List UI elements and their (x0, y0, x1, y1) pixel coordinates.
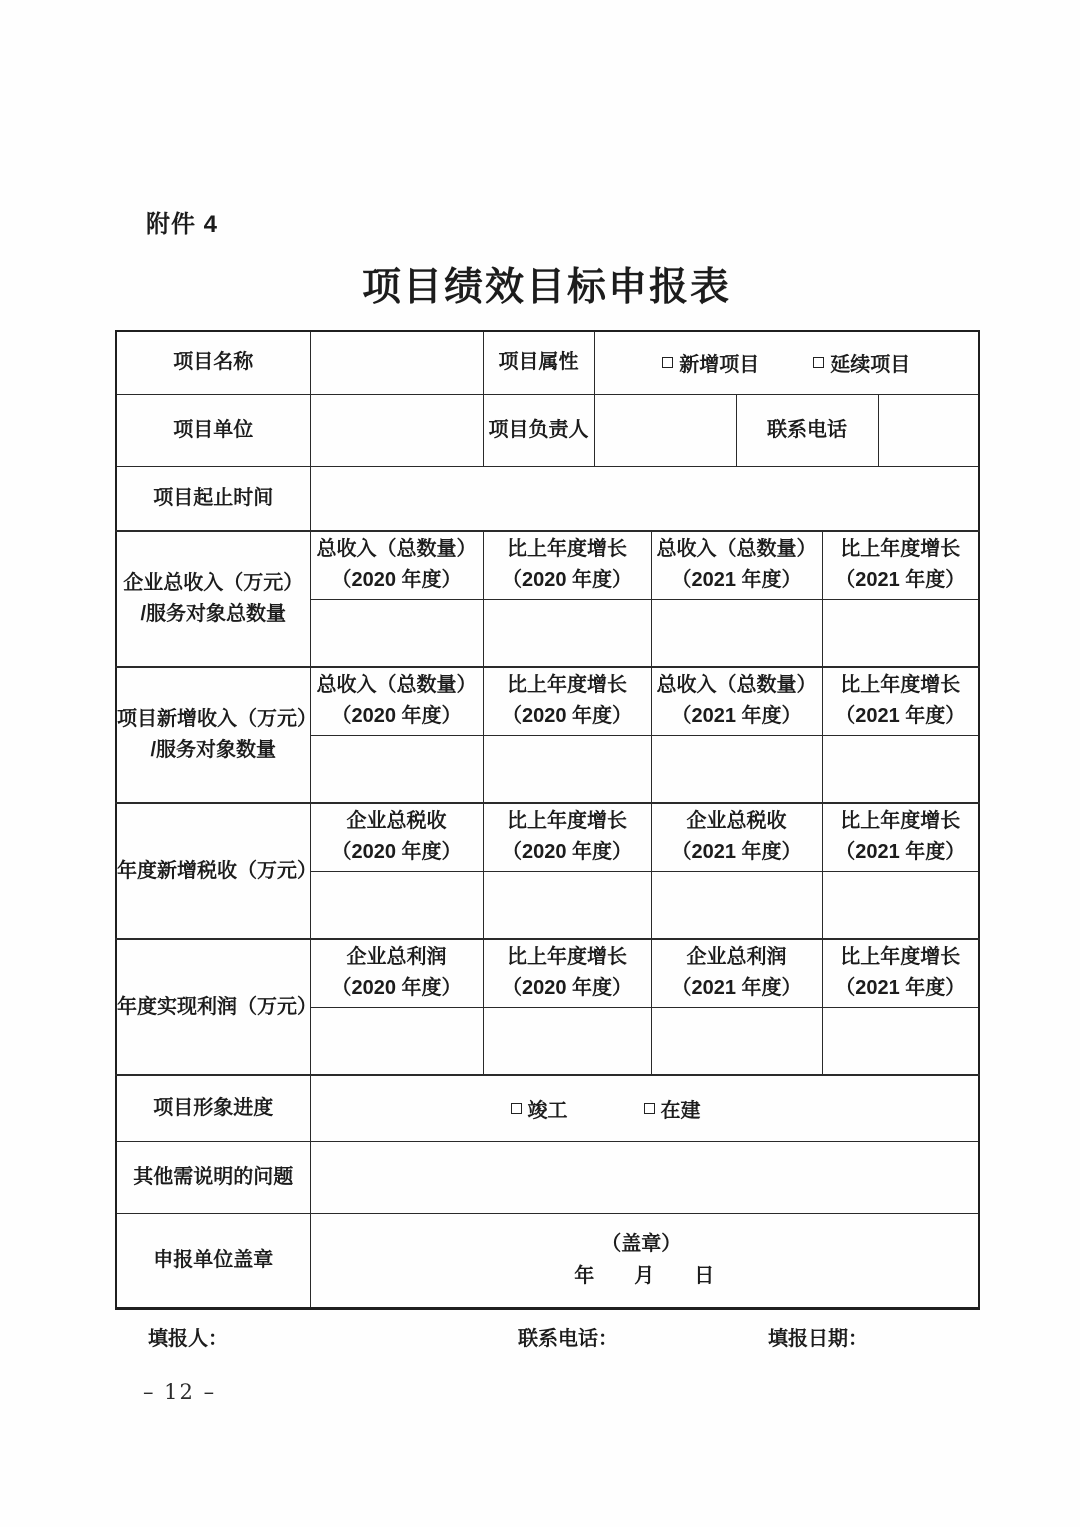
section-value-input[interactable] (483, 871, 651, 939)
project-unit-label: 项目单位 (116, 394, 310, 466)
section-col-header: 比上年度增长 （2021 年度） (822, 939, 979, 1007)
section-col-header: 总收入（总数量） （2021 年度） (651, 667, 822, 735)
section-col-header: 比上年度增长 （2020 年度） (483, 667, 651, 735)
report-date-label: 填报日期： (768, 1328, 868, 1350)
section-header-row (116, 667, 979, 735)
checkbox-icon[interactable] (662, 357, 673, 368)
checkbox-icon[interactable] (813, 357, 824, 368)
filler-label: 填报人： (148, 1328, 228, 1350)
section-col-header: 比上年度增长 （2020 年度） (483, 531, 651, 599)
section-header-row (116, 939, 979, 1007)
checkbox-option-label: 竣工 (527, 1099, 568, 1122)
attachment-label: 附件 4 (146, 211, 219, 238)
section-value-input[interactable] (822, 871, 979, 939)
checkbox-option-completed[interactable] (511, 1094, 568, 1123)
section-col-header: 总收入（总数量） （2020 年度） (310, 531, 483, 599)
section-value-input[interactable] (310, 871, 483, 939)
contact-phone-label: 联系电话 (736, 394, 878, 466)
section-label-cell: 项目新增收入（万元） /服务对象数量 (116, 667, 310, 803)
project-name-input[interactable] (310, 331, 483, 394)
project-progress-row (116, 1075, 979, 1141)
section-value-input[interactable] (310, 599, 483, 667)
section-label-cell: 年度新增税收（万元） (116, 803, 310, 939)
project-progress-label: 项目形象进度 (116, 1075, 310, 1141)
section-value-input[interactable] (822, 599, 979, 667)
page-title: 项目绩效目标申报表 (361, 266, 731, 309)
checkbox-option-new-project[interactable] (662, 348, 759, 377)
section-value-input[interactable] (483, 1007, 651, 1075)
page-number: – 12 – (143, 1380, 217, 1404)
section-label-cell: 年度实现利润（万元） (116, 939, 310, 1075)
section-value-input[interactable] (822, 1007, 979, 1075)
project-unit-input[interactable] (310, 394, 483, 466)
section-col-header: 总收入（总数量） （2020 年度） (310, 667, 483, 735)
project-duration-input[interactable] (310, 466, 979, 531)
project-name-row (116, 331, 979, 394)
section-value-input[interactable] (483, 735, 651, 803)
section-value-input[interactable] (651, 735, 822, 803)
seal-date-line: 年 月 日 (574, 1265, 715, 1287)
checkbox-icon[interactable] (644, 1103, 655, 1114)
section-col-header: 企业总利润 （2021 年度） (651, 939, 822, 1007)
section-col-header: 企业总税收 （2020 年度） (310, 803, 483, 871)
section-col-header: 总收入（总数量） （2021 年度） (651, 531, 822, 599)
section-value-input[interactable] (651, 871, 822, 939)
section-value-input[interactable] (651, 1007, 822, 1075)
section-value-input[interactable] (310, 1007, 483, 1075)
checkbox-option-under-construction[interactable] (644, 1094, 701, 1123)
project-leader-label: 项目负责人 (483, 394, 594, 466)
section-value-input[interactable] (483, 599, 651, 667)
other-notes-row (116, 1141, 979, 1213)
seal-area-cell[interactable] (310, 1213, 979, 1308)
section-col-header: 企业总税收 （2021 年度） (651, 803, 822, 871)
seal-label: 申报单位盖章 (116, 1213, 310, 1308)
project-duration-label: 项目起止时间 (116, 466, 310, 531)
section-value-input[interactable] (822, 735, 979, 803)
section-value-input[interactable] (310, 735, 483, 803)
section-value-input[interactable] (651, 599, 822, 667)
section-col-header: 比上年度增长 （2021 年度） (822, 803, 979, 871)
section-label-cell: 企业总收入（万元） /服务对象总数量 (116, 531, 310, 667)
section-header-row (116, 531, 979, 599)
section-col-header: 比上年度增长 （2020 年度） (483, 803, 651, 871)
section-col-header: 企业总利润 （2020 年度） (310, 939, 483, 1007)
project-duration-row (116, 466, 979, 531)
section-header-row (116, 803, 979, 871)
contact-phone-input[interactable] (878, 394, 979, 466)
checkbox-option-continued-project[interactable] (813, 348, 910, 377)
footer-phone-label: 联系电话： (518, 1328, 618, 1350)
project-attr-options-cell (594, 331, 979, 394)
project-name-label: 项目名称 (116, 331, 310, 394)
checkbox-option-label: 新增项目 (679, 354, 760, 377)
project-progress-options-cell (310, 1075, 979, 1141)
other-notes-label: 其他需说明的问题 (116, 1141, 310, 1213)
project-unit-row (116, 394, 979, 466)
section-col-header: 比上年度增长 （2021 年度） (822, 667, 979, 735)
seal-note: （盖章） (601, 1233, 682, 1255)
checkbox-option-label: 在建 (660, 1099, 701, 1122)
section-col-header: 比上年度增长 （2021 年度） (822, 531, 979, 599)
checkbox-icon[interactable] (511, 1103, 522, 1114)
section-col-header: 比上年度增长 （2020 年度） (483, 939, 651, 1007)
other-notes-input[interactable] (310, 1141, 979, 1213)
checkbox-option-label: 延续项目 (830, 354, 911, 377)
performance-target-form-table (115, 330, 980, 1310)
project-attr-label: 项目属性 (483, 331, 594, 394)
project-leader-input[interactable] (594, 394, 736, 466)
seal-row (116, 1213, 979, 1308)
